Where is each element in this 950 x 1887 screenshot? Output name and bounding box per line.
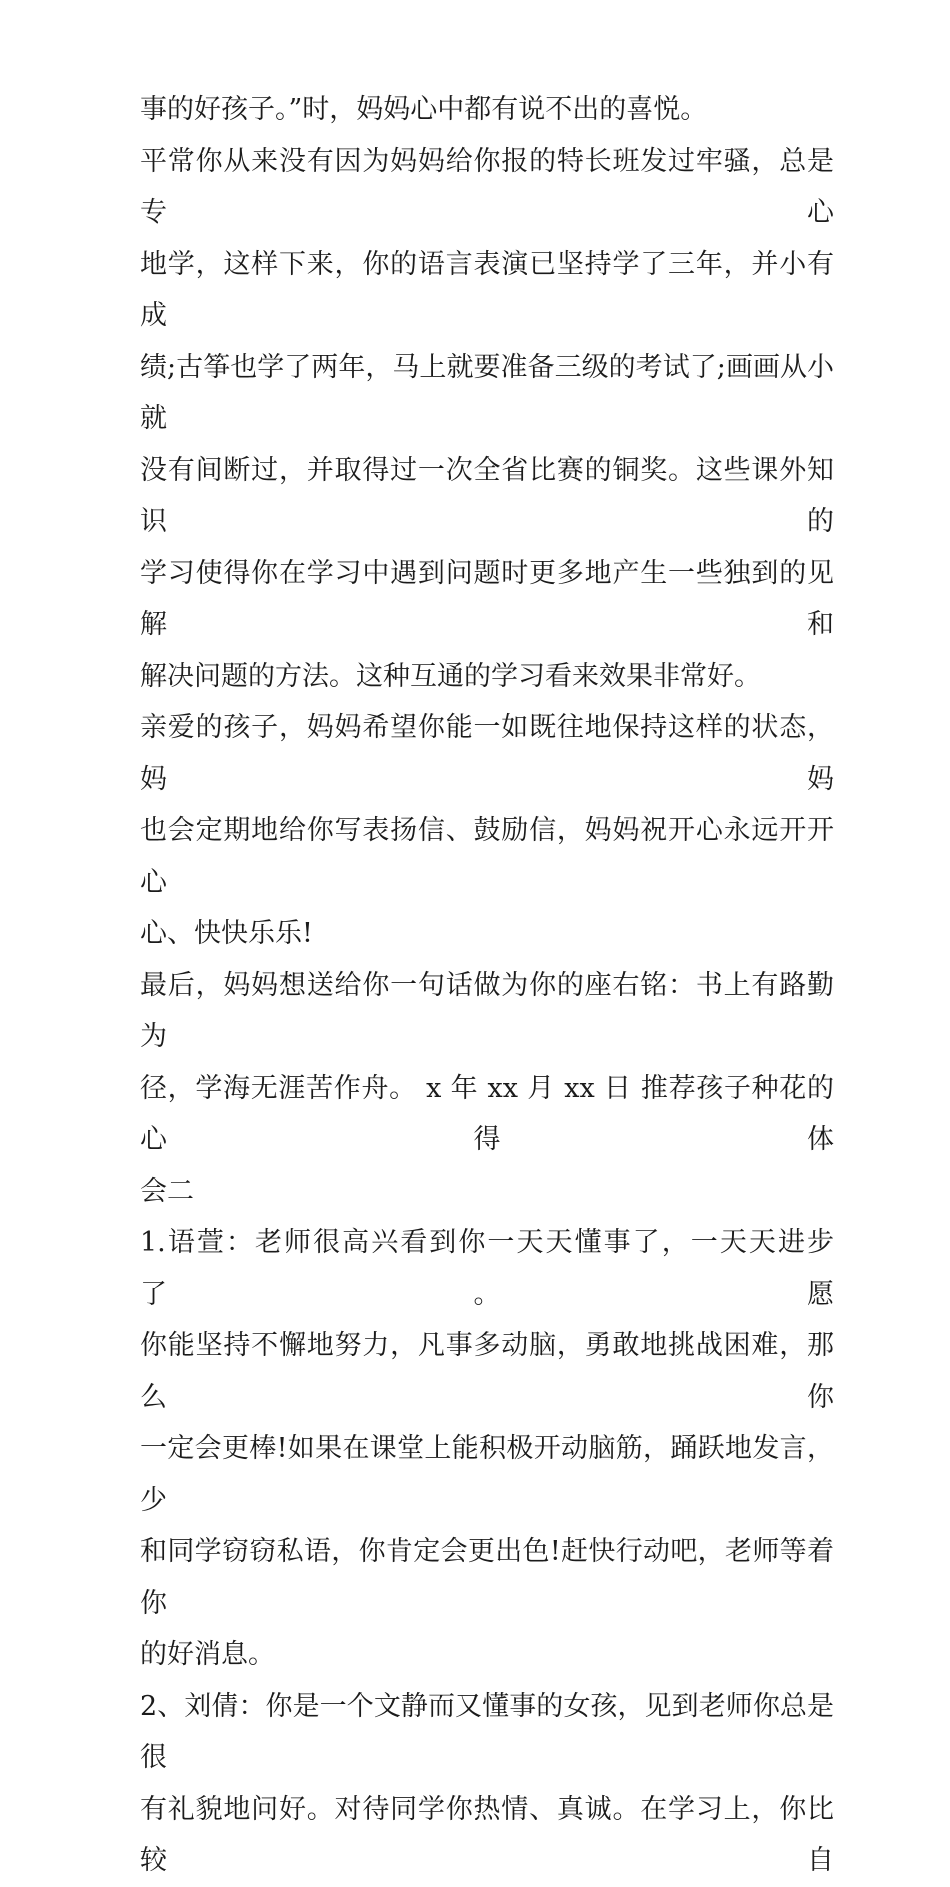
text-line: 会二 xyxy=(140,1175,194,1207)
text-line: 学习使得你在学习中遇到问题时更多地产生一些独到的见解和 xyxy=(140,557,834,640)
text-line: 解决问题的方法。这种互通的学习看来效果非常好。 xyxy=(140,660,761,692)
text-line: 一定会更棒!如果在课堂上能积极开动脑筋，踊跃地发言，少 xyxy=(140,1433,834,1516)
text-line: 的好消息。 xyxy=(140,1639,275,1670)
text-line: 绩;古筝也学了两年，马上就要准备三级的考试了;画画从小就 xyxy=(140,351,834,434)
text-line: 2、刘倩：你是一个文静而又懂事的女孩，见到老师你总是很 xyxy=(140,1690,834,1773)
text-line: 和同学窃窃私语，你肯定会更出色!赶快行动吧，老师等着你 xyxy=(140,1536,834,1619)
text-line: 事的好孩子。”时，妈妈心中都有说不出的喜悦。 xyxy=(140,94,708,125)
text-line: 平常你从来没有因为妈妈给你报的特长班发过牢骚，总是专心 xyxy=(140,145,834,228)
text-line: 径，学海无涯苦作舟。 x 年 xx 月 xx 日 推荐孩子种花的心得体 xyxy=(140,1072,834,1155)
text-line: 有礼貌地问好。对待同学你热情、真诚。在学习上，你比较自 xyxy=(140,1793,834,1876)
text-line: 心、快快乐乐! xyxy=(140,918,313,949)
text-line: 最后，妈妈想送给你一句话做为你的座右铭：书上有路勤为 xyxy=(140,969,834,1052)
text-line: 也会定期地给你写表扬信、鼓励信，妈妈祝开心永远开开心 xyxy=(140,815,834,898)
document-text xyxy=(140,84,834,1887)
text-line: 地学，这样下来，你的语言表演已坚持学了三年，并小有成 xyxy=(140,248,834,331)
text-line: 亲爱的孩子，妈妈希望你能一如既往地保持这样的状态，妈妈 xyxy=(140,712,834,795)
text-line: 1.语萱：老师很高兴看到你一天天懂事了，一天天进步了。愿 xyxy=(140,1227,834,1310)
text-line: 没有间断过，并取得过一次全省比赛的铜奖。这些课外知识的 xyxy=(140,454,834,537)
text-line: 你能坚持不懈地努力，凡事多动脑，勇敢地挑战困难，那么你 xyxy=(140,1330,834,1413)
